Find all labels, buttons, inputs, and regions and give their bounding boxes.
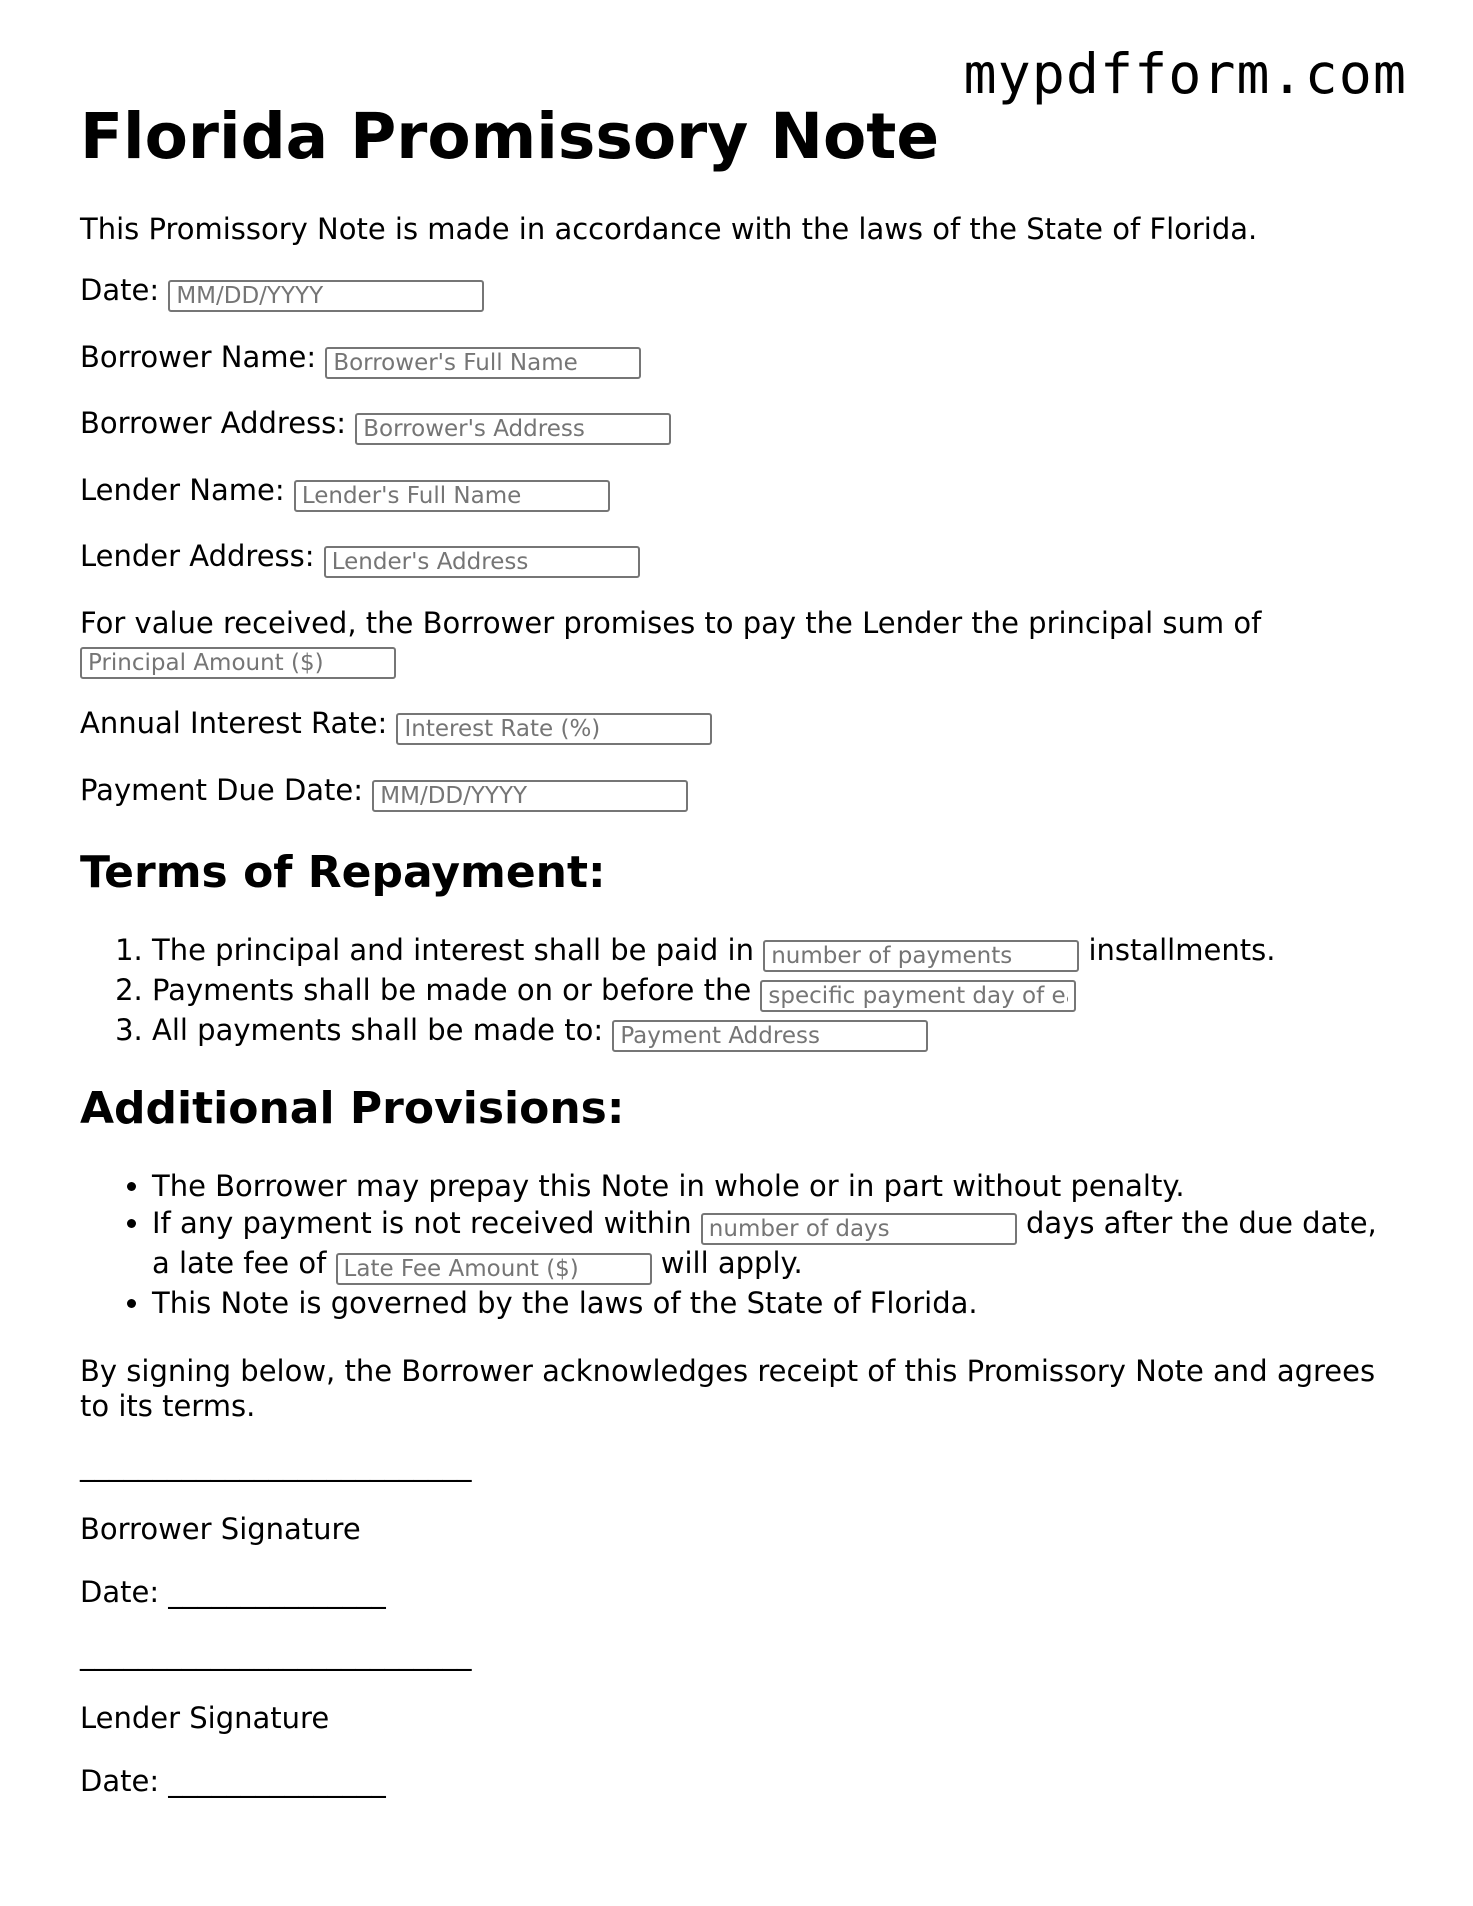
terms-item-installments bbox=[152, 932, 1452, 972]
date-input[interactable] bbox=[168, 280, 484, 312]
borrower-name-input[interactable] bbox=[325, 347, 641, 379]
borrower-signature-line: ___________________________ bbox=[80, 1448, 472, 1482]
provision-governing-law: • This Note is governed by the laws of the State of Florida. bbox=[152, 1285, 1452, 1322]
provision-text: If any payment is not received within bbox=[152, 1206, 692, 1240]
terms-item-text: Payments shall be made on or before the bbox=[152, 973, 752, 1007]
borrower-signature-date: Date: _______________ bbox=[80, 1575, 386, 1609]
provisions-heading: Additional Provisions: bbox=[80, 1083, 625, 1134]
payment-due-date-row bbox=[80, 773, 688, 812]
payment-due-date-label: Payment Due Date: bbox=[80, 773, 364, 807]
terms-item-text: installments. bbox=[1088, 933, 1276, 967]
principal-amount-input[interactable] bbox=[80, 647, 396, 679]
terms-item-text: The principal and interest shall be paid in bbox=[152, 933, 754, 967]
lender-address-input[interactable] bbox=[324, 546, 640, 578]
date-row bbox=[80, 273, 484, 312]
payment-day-input[interactable] bbox=[760, 980, 1076, 1012]
provision-text: will apply. bbox=[660, 1246, 803, 1280]
lender-name-row bbox=[80, 473, 610, 512]
lender-name-input[interactable] bbox=[294, 480, 610, 512]
interest-rate-input[interactable] bbox=[396, 713, 712, 745]
terms-heading: Terms of Repayment: bbox=[80, 847, 606, 898]
terms-item-payment-address bbox=[152, 1012, 1452, 1052]
provision-late-fee bbox=[152, 1205, 1382, 1285]
borrower-signature-label: Borrower Signature bbox=[80, 1512, 361, 1546]
terms-list bbox=[80, 932, 1452, 1052]
site-brand: mypdfform.com bbox=[963, 42, 1407, 106]
interest-rate-label: Annual Interest Rate: bbox=[80, 706, 388, 740]
borrower-address-row bbox=[80, 406, 671, 445]
date-label: Date: bbox=[80, 273, 160, 307]
lender-name-label: Lender Name: bbox=[80, 473, 285, 507]
provision-prepay: • The Borrower may prepay this Note in whole or in part without penalty. bbox=[152, 1168, 1452, 1205]
acknowledgment-text: By signing below, the Borrower acknowledges receipt of this Promissory Note and agrees to its terms. bbox=[80, 1354, 1376, 1423]
late-fee-amount-input[interactable] bbox=[336, 1253, 652, 1285]
lender-signature-date: Date: _______________ bbox=[80, 1764, 386, 1798]
terms-item-text: All payments shall be made to: bbox=[152, 1013, 604, 1047]
lender-address-row bbox=[80, 539, 640, 578]
provision-text: days after the due date, a late fee of bbox=[152, 1206, 1377, 1280]
borrower-address-label: Borrower Address: bbox=[80, 406, 347, 440]
principal-row bbox=[80, 640, 396, 679]
number-of-payments-input[interactable] bbox=[763, 940, 1079, 972]
provisions-list bbox=[80, 1168, 1452, 1322]
lender-signature-label: Lender Signature bbox=[80, 1701, 330, 1735]
interest-rate-row bbox=[80, 706, 712, 745]
lender-signature-line: ___________________________ bbox=[80, 1637, 472, 1671]
borrower-address-input[interactable] bbox=[355, 413, 671, 445]
lender-address-label: Lender Address: bbox=[80, 539, 315, 573]
payment-due-date-input[interactable] bbox=[372, 780, 688, 812]
page-title: Florida Promissory Note bbox=[80, 100, 940, 173]
number-of-days-input[interactable] bbox=[701, 1213, 1017, 1245]
payment-address-input[interactable] bbox=[612, 1020, 928, 1052]
terms-item-payment-day bbox=[152, 972, 1452, 1012]
borrower-name-label: Borrower Name: bbox=[80, 340, 317, 374]
principal-text: For value received, the Borrower promises to pay the Lender the principal sum of bbox=[80, 606, 1262, 640]
intro-text: This Promissory Note is made in accordance with the laws of the State of Florida. bbox=[80, 212, 1258, 246]
borrower-name-row bbox=[80, 340, 641, 379]
